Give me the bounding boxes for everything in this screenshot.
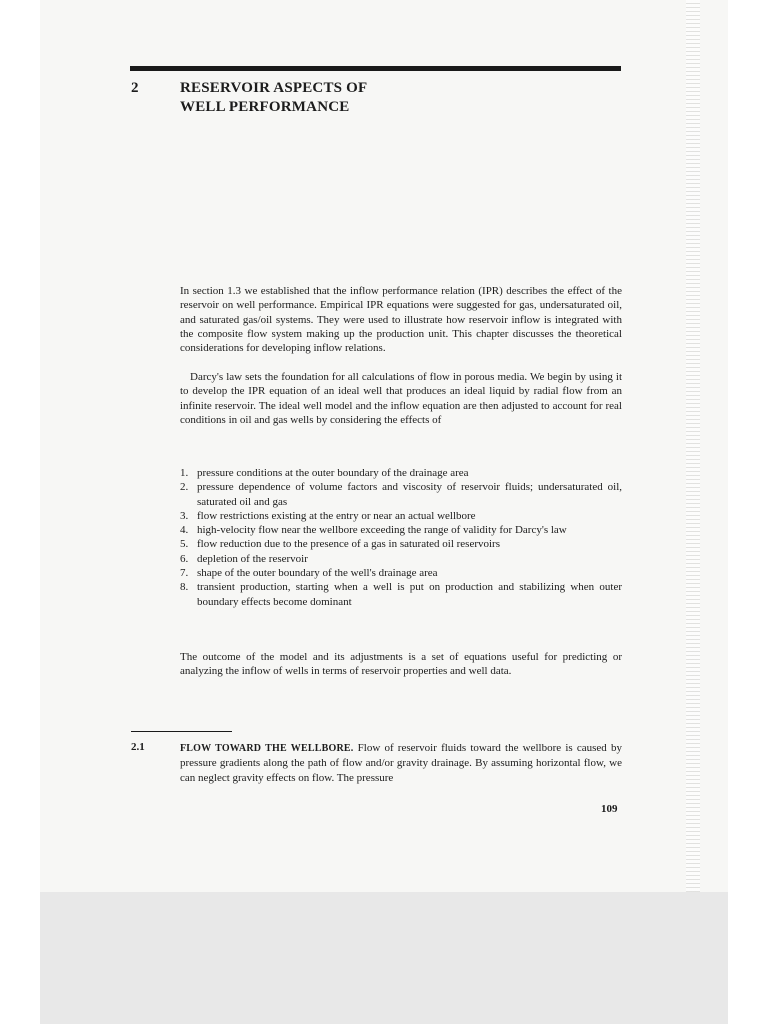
list-item <box>180 537 622 551</box>
section-number: 2.1 <box>131 741 145 753</box>
list-item-text: transient production, starting when a well is put on production and stabilizing when outer boundary effects become dominant <box>197 581 622 608</box>
list-item-number: 8. <box>180 581 189 594</box>
chapter-title-line-1: RESERVOIR ASPECTS OF <box>180 80 368 96</box>
list-item-text: pressure conditions at the outer boundary of the drainage area <box>197 467 469 479</box>
list-item-text: shape of the outer boundary of the well's drainage area <box>197 567 438 580</box>
section-heading: FLOW TOWARD THE WELLBORE. <box>180 743 354 754</box>
list-item-text: pressure dependence of volume factors and viscosity of reservoir fluids; undersaturated oil, saturated oil and gas <box>197 481 622 508</box>
section-rule <box>131 731 232 732</box>
outcome-paragraph: The outcome of the model and its adjustments is a set of equations useful for predicting or analyzing the inflow of wells in terms of reservoir properties and well data. <box>180 651 622 678</box>
list-item-number: 6. <box>180 552 189 565</box>
list-item <box>180 566 622 580</box>
list-item-number: 3. <box>180 509 189 522</box>
section-body: Flow of reservoir fluids toward the wellbore is caused by pressure gradients along the path of flow and/or gravity drainage. By assuming horizontal flow, we can neglect gravity effects on flow. The pressure <box>180 742 622 784</box>
page-binding-edge <box>686 0 700 892</box>
section-paragraph <box>180 741 622 785</box>
chapter-rule <box>130 66 621 71</box>
list-item <box>180 552 622 566</box>
list-item-text: flow reduction due to the presence of a gas in saturated oil reservoirs <box>197 538 501 551</box>
list-item-number: 7. <box>180 567 189 580</box>
list-item <box>180 523 622 537</box>
list-item <box>180 580 622 609</box>
list-item-number: 1. <box>180 467 189 479</box>
factors-list <box>180 466 622 609</box>
intro-paragraph-1: In section 1.3 we established that the inflow performance relation (IPR) describes the effect of the reservoir on well performance. Empirical IPR equations were suggested for gas, undersaturated oil, and saturated gas/oil systems. They were used to illustrate how reservoir inflow is integrated with the composite flow system making up the production unit. This chapter discusses the theoretical considerations for developing inflow relations. <box>180 285 622 355</box>
chapter-title <box>180 79 480 117</box>
list-item-text: depletion of the reservoir <box>197 552 308 565</box>
chapter-title-line-2: WELL PERFORMANCE <box>180 99 350 115</box>
list-item-number: 4. <box>180 524 189 537</box>
list-item <box>180 509 622 523</box>
list-item-text: flow restrictions existing at the entry or near an actual wellbore <box>197 509 476 522</box>
viewer-background <box>40 892 728 1024</box>
list-item-number: 2. <box>180 481 189 494</box>
chapter-number: 2 <box>131 80 139 96</box>
list-item-text: high-velocity flow near the wellbore exceeding the range of validity for Darcy's law <box>197 524 567 537</box>
list-item-number: 5. <box>180 538 189 551</box>
page-number: 109 <box>601 803 618 815</box>
list-item <box>180 466 622 480</box>
list-item <box>180 480 622 509</box>
intro-paragraph-2: Darcy's law sets the foundation for all calculations of flow in porous media. We begin by using it to develop the IPR equation of an ideal well that produces an ideal liquid by radial flow from an infinite reservoir. The ideal well model and the inflow equation are then adjusted to account for real conditions in oil and gas wells by considering the effects of <box>180 371 622 426</box>
